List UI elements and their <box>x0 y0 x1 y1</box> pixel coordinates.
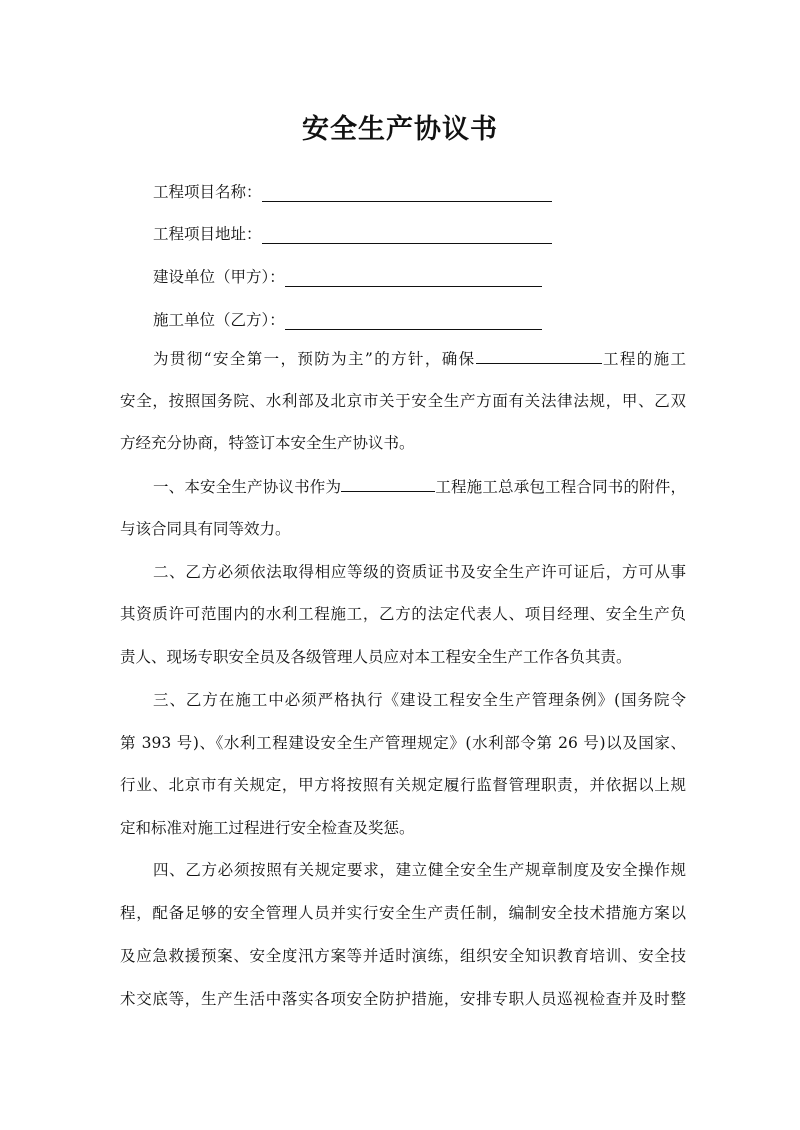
document-title: 安全生产协议书 <box>302 114 498 145</box>
blank-clause1-project[interactable] <box>341 475 435 492</box>
blank-project-name[interactable] <box>262 183 552 202</box>
clause3-line-4: 定和标准对施工过程进行安全检查及奖惩。 <box>120 819 415 837</box>
field-project-address <box>153 220 552 244</box>
clause2-line-1: 二、乙方必须依法取得相应等级的资质证书及安全生产许可证后，方可从事 <box>153 563 686 581</box>
blank-project-address[interactable] <box>262 225 552 244</box>
field-party-a <box>153 263 542 287</box>
intro-text-post: 工程的施工 <box>601 350 686 368</box>
blank-project-intro[interactable] <box>476 347 602 364</box>
clause1-text-pre: 一、本安全生产协议书作为 <box>153 478 342 496</box>
clause1-text-post: 工程施工总承包工程合同书的附件， <box>435 478 686 496</box>
clause3-line-2: 第 393 号)、《水利工程建设安全生产管理规定》(水利部令第 26 号)以及国家、 <box>120 734 686 752</box>
field-label: 施工单位（乙方）： <box>153 311 285 329</box>
field-party-b <box>153 306 542 330</box>
clause1-line-1 <box>153 475 686 498</box>
clause4-line-2: 程，配备足够的安全管理人员并实行安全生产责任制，编制安全技术措施方案以 <box>120 904 686 922</box>
clause2-line-3: 责人、现场专职安全员及各级管理人员应对本工程安全生产工作各负其责。 <box>120 648 632 666</box>
clause3-line-3: 行业、北京市有关规定，甲方将按照有关规定履行监督管理职责，并依据以上规 <box>120 776 686 794</box>
field-label: 建设单位（甲方）： <box>153 268 285 286</box>
field-label: 工程项目名称： <box>153 183 262 201</box>
intro-text-pre: 为贯彻“安全第一，预防为主”的方针，确保 <box>153 350 476 368</box>
clause1-line-2: 与该合同具有同等效力。 <box>120 520 291 538</box>
clause4-line-1: 四、乙方必须按照有关规定要求，建立健全安全生产规章制度及安全操作规 <box>153 861 686 879</box>
clause2-line-2: 其资质许可范围内的水利工程施工，乙方的法定代表人、项目经理、安全生产负 <box>120 605 686 623</box>
field-label: 工程项目地址： <box>153 225 262 243</box>
intro-line-3: 方经充分协商，特签订本安全生产协议书。 <box>120 434 415 452</box>
blank-party-b[interactable] <box>285 311 542 330</box>
clause4-line-3: 及应急救援预案、安全度汛方案等并适时演练，组织安全知识教育培训、安全技 <box>120 947 686 965</box>
clause3-line-1: 三、乙方在施工中必须严格执行《建设工程安全生产管理条例》(国务院令 <box>153 691 686 709</box>
blank-party-a[interactable] <box>285 268 542 287</box>
intro-line-2: 安全，按照国务院、水利部及北京市关于安全生产方面有关法律法规，甲、乙双 <box>120 392 686 410</box>
intro-line-1 <box>153 347 686 370</box>
field-project-name <box>153 178 552 202</box>
clause4-line-4: 术交底等，生产生活中落实各项安全防护措施，安排专职人员巡视检查并及时整 <box>120 990 686 1008</box>
